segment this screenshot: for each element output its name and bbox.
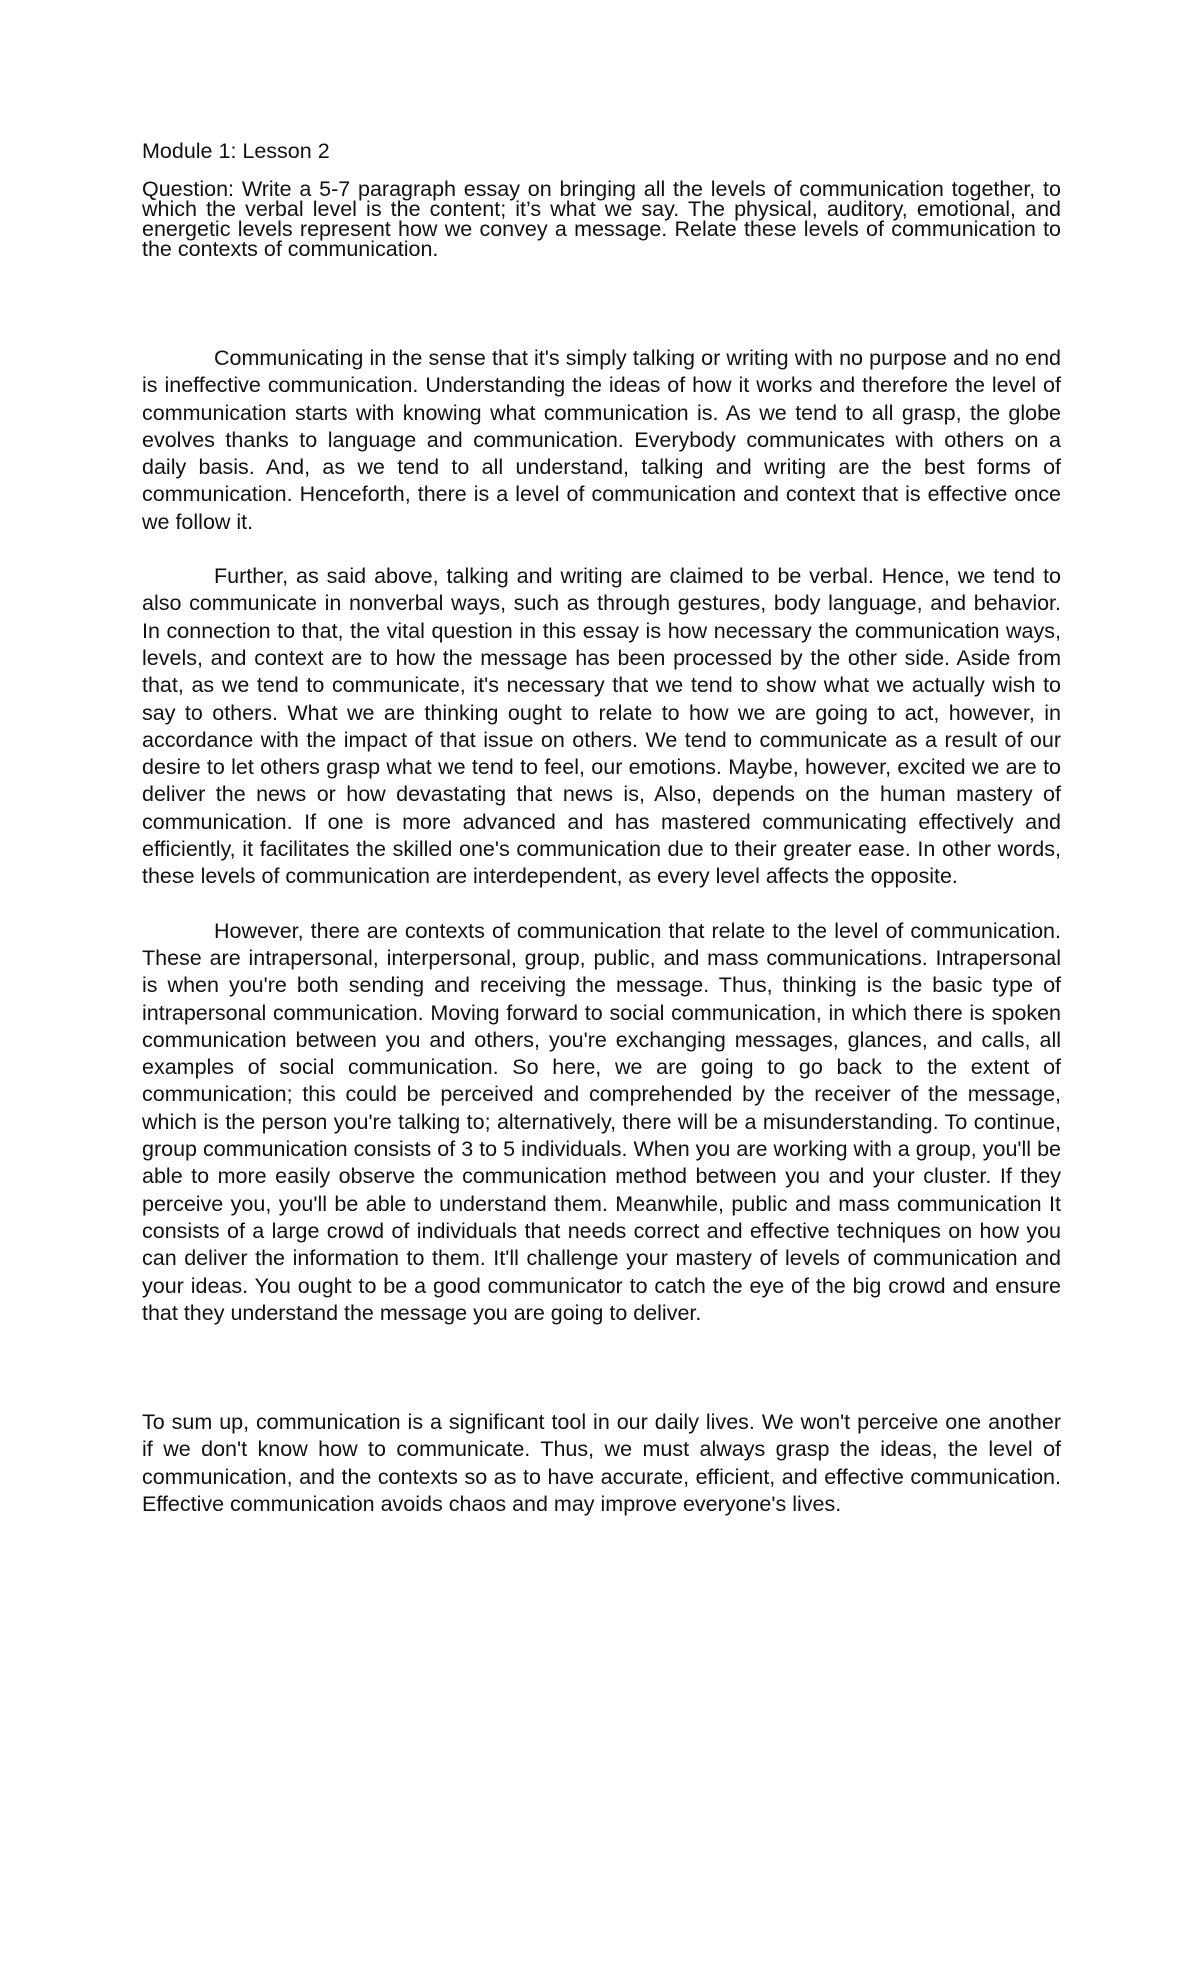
- essay-paragraph-verbal-nonverbal: Further, as said above, talking and writing are claimed to be verbal. Hence, we tend to also communicate in nonverbal ways, such as through gestures, body language, and behavior. In connection to that, the vital question in this essay is how necessary the communication ways, levels, and context are to how the message has been processed by the other side. Aside from that, as we tend to communicate, it's necessary that we tend to show what we actually wish to say to others. What we are thinking ought to relate to how we are going to act, however, in accordance with the impact of that issue on others. We tend to communicate as a result of our desire to let others grasp what we tend to feel, our emotions. Maybe, however, excited we are to deliver the news or how devastating that news is, Also, depends on the human mastery of communication. If one is more advanced and has mastered communicating effectively and efficiently, it facilitates the skilled one's communication due to their greater ease. In other words, these levels of communication are interdependent, as every level affects the opposite.: [142, 564, 1061, 889]
- module-lesson-heading: Module 1: Lesson 2: [142, 139, 330, 163]
- essay-paragraph-contexts: However, there are contexts of communication that relate to the level of communication. These are intrapersonal, interpersonal, group, public, and mass communications. Intrapersonal is when you're both sending and receiving the message. Thus, thinking is the basic type of intrapersonal communication. Moving forward to social communication, in which there is spoken communication between you and others, you're exchanging messages, glances, and calls, all examples of social communication. So here, we are going to go back to the extent of communication; this could be perceived and comprehended by the receiver of the message, which is the person you're talking to; alternatively, there will be a misunderstanding. To continue, group communication consists of 3 to 5 individuals. When you are working with a group, you'll be able to more easily observe the communication method between you and your cluster. If they perceive you, you'll be able to understand them. Meanwhile, public and mass communication It consists of a large crowd of individuals that needs correct and effective techniques on how you can deliver the information to them. It'll challenge your mastery of levels of communication and your ideas. You ought to be a good communicator to catch the eye of the big crowd and ensure that they understand the message you are going to deliver.: [142, 918, 1061, 1325]
- essay-paragraph-conclusion: To sum up, communication is a significant tool in our daily lives. We won't perceive one another if we don't know how to communicate. Thus, we must always grasp the ideas, the level of communication, and the contexts so as to have accurate, efficient, and effective communication. Effective communication avoids chaos and may improve everyone's lives.: [142, 1410, 1061, 1516]
- essay-question-prompt: Question: Write a 5-7 paragraph essay on bringing all the levels of communication together, to which the verbal level is the content; it’s what we say. The physical, auditory, emotional, and energetic levels represent how we convey a message. Relate these levels of communication to the contexts of communication.: [142, 177, 1061, 261]
- essay-paragraph-introduction: Communicating in the sense that it's simply talking or writing with no purpose and no end is ineffective communication. Understanding the ideas of how it works and therefore the level of communication starts with knowing what communication is. As we tend to all grasp, the globe evolves thanks to language and communication. Everybody communicates with others on a daily basis. And, as we tend to all understand, talking and writing are the best forms of communication. Henceforth, there is a level of communication and context that is effective once we follow it.: [142, 346, 1061, 534]
- document-content: [142, 138, 1061, 1545]
- essay-body: [142, 345, 1061, 1518]
